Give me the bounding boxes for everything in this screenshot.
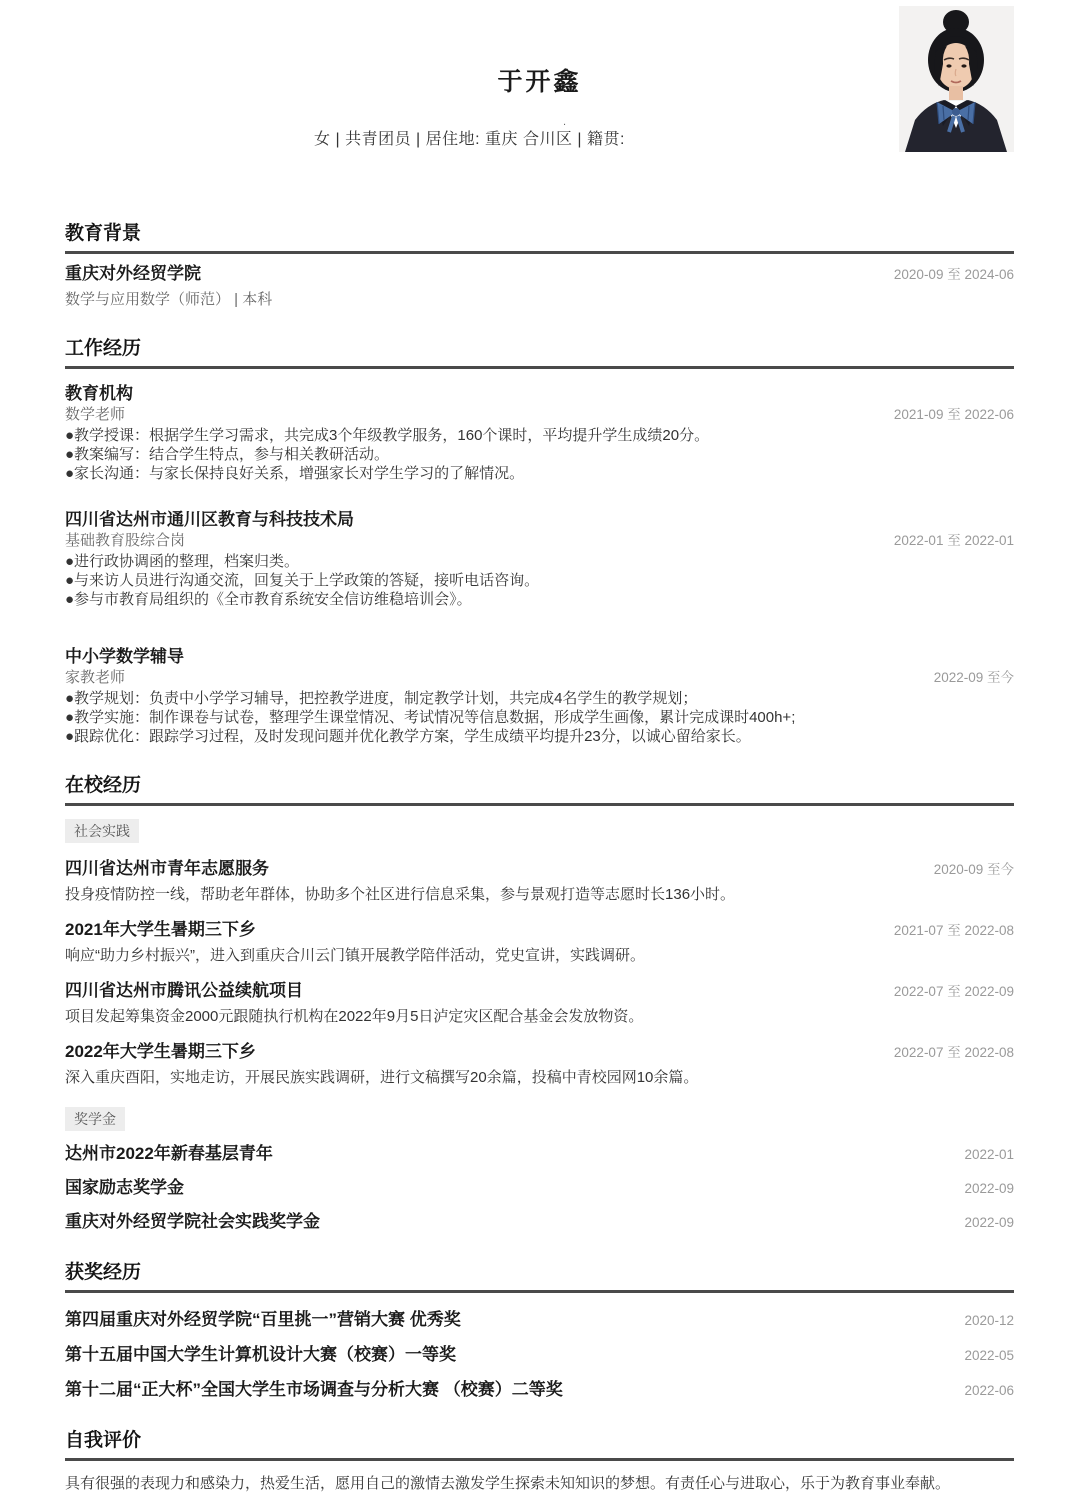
job-bullet: ●家长沟通：与家长保持良好关系，增强家长对学生学习的了解情况。 bbox=[65, 465, 525, 482]
job-date: 2022-09 至今 bbox=[933, 670, 1014, 685]
campus-entry-date: 2020-09 至今 bbox=[933, 862, 1014, 877]
badge-social-practice: 社会实践 bbox=[65, 819, 139, 843]
campus-entry-desc: 投身疫情防控一线，帮助老年群体，协助多个社区进行信息采集，参与景观打造等志愿时长136小时。 bbox=[65, 886, 736, 903]
self-evaluation-text: 具有很强的表现力和感染力，热爱生活，愿用自己的激情去激发学生探索未知知识的梦想。有责任心与进取心，乐于为教育事业奉献。 bbox=[65, 1475, 951, 1492]
campus-entry-desc: 深入重庆酉阳，实地走访，开展民族实践调研，进行文稿撰写20余篇，投稿中青校园网10余篇。 bbox=[65, 1069, 699, 1086]
job-role-row bbox=[65, 531, 1014, 550]
award-date: 2020-12 bbox=[964, 1313, 1014, 1328]
scholarship-name: 达州市2022年新春基层青年 bbox=[65, 1144, 273, 1163]
award-entry bbox=[65, 1344, 1014, 1366]
badge-wrap-scholarship bbox=[65, 1107, 1014, 1131]
scholarship-name: 国家励志奖学金 bbox=[65, 1178, 184, 1197]
job-role: 数学老师 bbox=[65, 406, 126, 423]
job-role-row bbox=[65, 668, 1014, 687]
education-major: 数学与应用数学（师范） | 本科 bbox=[65, 291, 273, 308]
candidate-summary-wrap bbox=[65, 126, 874, 149]
profile-photo bbox=[899, 6, 1014, 152]
job-bullet: ●教学实施：制作课卷与试卷，整理学生课堂情况、考试情况等信息数据，形成学生画像，累计完成课时400h+; bbox=[65, 709, 796, 726]
campus-entry bbox=[65, 1041, 1014, 1087]
candidate-summary: 女 | 共青团员 | 居住地: 重庆 合川区 | 籍贯: bbox=[314, 131, 625, 148]
campus-entry-name: 2022年大学生暑期三下乡 bbox=[65, 1042, 256, 1061]
job-company: 中小学数学辅导 bbox=[65, 647, 184, 666]
scholarship-date: 2022-01 bbox=[964, 1147, 1014, 1162]
award-entry bbox=[65, 1379, 1014, 1401]
scholarship-name: 重庆对外经贸学院社会实践奖学金 bbox=[65, 1212, 320, 1231]
section-title-self-evaluation: 自我评价 bbox=[65, 1425, 1014, 1461]
campus-entry-date: 2022-07 至 2022-09 bbox=[893, 984, 1014, 999]
campus-entry-name: 2021年大学生暑期三下乡 bbox=[65, 920, 256, 939]
job-entry bbox=[65, 509, 1014, 609]
job-date: 2022-01 至 2022-01 bbox=[893, 533, 1014, 548]
job-bullet: ●教案编写：结合学生特点，参与相关教研活动。 bbox=[65, 446, 390, 463]
job-role: 基础教育股综合岗 bbox=[65, 532, 186, 549]
section-education bbox=[65, 218, 1014, 309]
award-date: 2022-06 bbox=[964, 1383, 1014, 1398]
job-bullets bbox=[65, 552, 1014, 609]
job-bullet: ●参与市教育局组织的《全市教育系统安全信访维稳培训会》。 bbox=[65, 591, 472, 608]
resume-header bbox=[65, 0, 1014, 158]
job-entry bbox=[65, 646, 1014, 746]
section-work bbox=[65, 333, 1014, 746]
section-awards bbox=[65, 1257, 1014, 1401]
award-name: 第十五届中国大学生计算机设计大赛（校赛）一等奖 bbox=[65, 1345, 456, 1364]
job-role-row bbox=[65, 405, 1014, 424]
campus-entry-head bbox=[65, 919, 1014, 941]
section-title-work: 工作经历 bbox=[65, 333, 1014, 369]
job-date: 2021-09 至 2022-06 bbox=[893, 407, 1014, 422]
award-date: 2022-05 bbox=[964, 1348, 1014, 1363]
badge-scholarship: 奖学金 bbox=[65, 1107, 125, 1131]
campus-entry-head bbox=[65, 1041, 1014, 1063]
job-bullets bbox=[65, 689, 1014, 746]
campus-entry-name: 四川省达州市青年志愿服务 bbox=[65, 859, 269, 878]
section-title-campus: 在校经历 bbox=[65, 770, 1014, 806]
job-bullet: ●教学规划：负责中小学学习辅导，把控教学进度，制定教学计划，共完成4名学生的教学规划； bbox=[65, 690, 698, 707]
award-name: 第四届重庆对外经贸学院“百里挑一”营销大赛 优秀奖 bbox=[65, 1310, 461, 1329]
job-company: 教育机构 bbox=[65, 384, 133, 403]
campus-entry-desc: 项目发起筹集资金2000元跟随执行机构在2022年9月5日泸定灾区配合基金会发放物资。 bbox=[65, 1008, 644, 1025]
section-self-evaluation bbox=[65, 1425, 1014, 1494]
section-title-awards: 获奖经历 bbox=[65, 1257, 1014, 1293]
scholarship-date: 2022-09 bbox=[964, 1215, 1014, 1230]
job-bullets bbox=[65, 426, 1014, 483]
campus-entry-name: 四川省达州市腾讯公益续航项目 bbox=[65, 981, 303, 1000]
campus-entry bbox=[65, 980, 1014, 1026]
job-bullet: ●与来访人员进行沟通交流，回复关于上学政策的答疑，接听电话咨询。 bbox=[65, 572, 540, 589]
award-name: 第十二届“正大杯”全国大学生市场调查与分析大赛 （校赛）二等奖 bbox=[65, 1380, 563, 1399]
education-date: 2020-09 至 2024-06 bbox=[893, 267, 1014, 282]
section-campus bbox=[65, 770, 1014, 1233]
campus-entry-date: 2022-07 至 2022-08 bbox=[893, 1045, 1014, 1060]
campus-entry-date: 2021-07 至 2022-08 bbox=[893, 923, 1014, 938]
education-entry bbox=[65, 263, 1014, 285]
scholarship-entry bbox=[65, 1177, 1014, 1199]
candidate-name: 于开鑫 bbox=[497, 68, 582, 96]
scholarship-entry bbox=[65, 1211, 1014, 1233]
award-entry bbox=[65, 1309, 1014, 1331]
campus-entry bbox=[65, 858, 1014, 904]
campus-entry-head bbox=[65, 980, 1014, 1002]
scholarship-entry bbox=[65, 1143, 1014, 1165]
job-bullet: ●跟踪优化：跟踪学习过程，及时发现问题并优化教学方案，学生成绩平均提升23分，以诚心留给家长。 bbox=[65, 728, 751, 745]
job-role: 家教老师 bbox=[65, 669, 126, 686]
job-bullet: ●教学授课：根据学生学习需求，共完成3个年级教学服务，160个课时，平均提升学生成绩20分。 bbox=[65, 427, 710, 444]
campus-entry-desc: 响应“助力乡村振兴”，进入到重庆合川云门镇开展教学陪伴活动，党史宣讲，实践调研。 bbox=[65, 947, 645, 964]
campus-entry bbox=[65, 919, 1014, 965]
scholarship-date: 2022-09 bbox=[964, 1181, 1014, 1196]
school-name: 重庆对外经贸学院 bbox=[65, 264, 201, 283]
campus-entry-head bbox=[65, 858, 1014, 880]
job-entry bbox=[65, 383, 1014, 483]
section-title-education: 教育背景 bbox=[65, 218, 1014, 254]
job-bullet: ●进行政协调函的整理，档案归类。 bbox=[65, 553, 300, 570]
stray-dot: . bbox=[563, 116, 567, 128]
badge-wrap-practice bbox=[65, 819, 1014, 843]
job-company: 四川省达州市通川区教育与科技技术局 bbox=[65, 510, 354, 529]
